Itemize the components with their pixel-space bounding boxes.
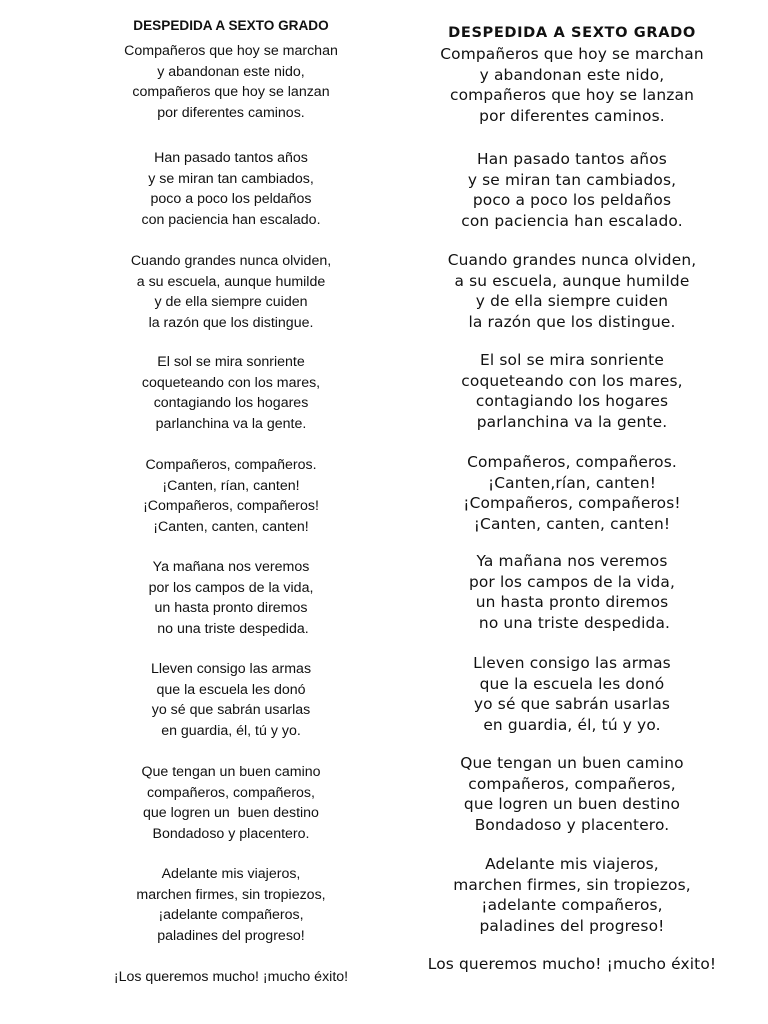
poem-line: Lleven consigo las armas (150, 661, 312, 677)
poem-line: que la escuela les donó (156, 681, 306, 698)
poem-line: contagiando los hogares (475, 392, 669, 411)
poem-line: ¡Canten, canten, canten! (153, 518, 309, 535)
poem-line: ¡Canten, rían, canten! (162, 477, 300, 494)
poem-line: a su escuela, aunque humilde (136, 273, 326, 290)
poem-line: Bondadoso y placentero. (152, 825, 310, 842)
poem-line: por diferentes caminos. (157, 104, 305, 121)
poem-line: un hasta pronto diremos (475, 593, 669, 612)
poem-line: parlanchina va la gente. (155, 415, 307, 432)
poem-line: paladines del progreso! (479, 916, 665, 935)
poem-line: que la escuela les donó (479, 674, 665, 693)
poem-line: con paciencia han escalado. (141, 211, 321, 228)
poem-line: y se miran tan cambiados, (467, 170, 677, 189)
poem-line: Cuando grandes nunca olviden, (130, 253, 332, 269)
poem-line: por los campos de la vida, (468, 572, 676, 591)
poem-line: Ya mañana nos veremos (476, 552, 668, 570)
poem-line: Que tengan un buen camino (460, 754, 684, 772)
poem-line: coqueteando con los mares, (141, 374, 321, 391)
poem-line: un hasta pronto diremos (154, 600, 308, 616)
poem-line: marchen firmes, sin tropiezos, (453, 875, 691, 894)
poem-line: no una triste despedida. (153, 620, 309, 637)
poem-line: compañeros, compañeros, (468, 774, 676, 793)
poem-line: que logren un buen destino (463, 795, 681, 814)
poem-line: ¡Canten, canten, canten! (473, 514, 671, 533)
poem-line: Han pasado tantos años (477, 150, 667, 168)
poem-title: DESPEDIDA A SEXTO GRADO (133, 18, 329, 33)
poem-line: ¡adelante compañeros, (158, 907, 304, 923)
poem-line: compañeros que hoy se lanzan (450, 86, 694, 105)
poem-line: ¡Compañeros, compañeros! (463, 494, 681, 513)
poem-line: compañeros, compañeros, (147, 784, 315, 801)
poem-line: por diferentes caminos. (479, 106, 665, 125)
poem-line: paladines del progreso! (157, 927, 305, 944)
poem-line: El sol se mira sonriente (480, 351, 664, 369)
poem-line: El sol se mira sonriente (157, 354, 305, 370)
poem-line: Ya mañana nos veremos (152, 559, 310, 575)
poem-line: la razón que los distingue. (148, 314, 314, 331)
poem-line: Compañeros, compañeros. (467, 453, 677, 471)
poem-line: ¡Los queremos mucho! ¡mucho éxito! (113, 969, 349, 985)
poem-line: con paciencia han escalado. (461, 211, 683, 230)
poem-line: poco a poco los peldaños (150, 191, 312, 207)
poem-line: ¡Compañeros, compañeros! (143, 498, 319, 514)
poem-line: y abandonan este nido, (157, 63, 305, 80)
poem-line: que logren un buen destino (143, 805, 319, 821)
poem-line: y de ella siempre cuiden (154, 294, 308, 310)
poem-line: y abandonan este nido, (479, 65, 665, 84)
poem-line: Cuando grandes nunca olviden, (447, 251, 697, 269)
poem-line: Que tengan un buen camino (141, 764, 321, 780)
poem-line: marchen firmes, sin tropiezos, (136, 886, 326, 903)
poem-title: DESPEDIDA A SEXTO GRADO (448, 24, 696, 41)
poem-line: parlanchina va la gente. (476, 412, 668, 431)
poem-line: no una triste despedida. (473, 613, 671, 632)
poem-line: yo sé que sabrán usarlas (473, 695, 671, 714)
poem-line: Compañeros que hoy se marchan (440, 45, 704, 63)
poem-line: en guardia, él, tú y yo. (483, 715, 661, 734)
poem-line: Adelante mis viajeros, (161, 866, 301, 882)
poem-line: Los queremos mucho! ¡mucho éxito! (427, 955, 717, 973)
poem-line: compañeros que hoy se lanzan (132, 84, 330, 100)
poem-line: y de ella siempre cuiden (475, 292, 669, 311)
poem-line: Bondadoso y placentero. (474, 815, 670, 834)
poem-line: Adelante mis viajeros, (485, 855, 659, 873)
poem-line: Compañeros, compañeros. (145, 457, 317, 473)
poem-line: la razón que los distingue. (468, 312, 676, 331)
poem-line: poco a poco los peldaños (472, 191, 672, 210)
poem-line: coqueteando con los mares, (461, 371, 683, 390)
poem-line: ¡Canten,rían, canten! (487, 473, 657, 492)
poem-line: Compañeros que hoy se marchan (124, 43, 338, 59)
poem-line: ¡adelante compañeros, (481, 896, 663, 915)
poem-line: en guardia, él, tú y yo. (161, 722, 301, 739)
poem-line: y se miran tan cambiados, (148, 170, 314, 187)
poem-line: por los campos de la vida, (148, 579, 314, 596)
poem-line: Lleven consigo las armas (473, 654, 671, 672)
poem-line: contagiando los hogares (153, 395, 309, 411)
poem-line: a su escuela, aunque humilde (454, 271, 690, 290)
poem-line: yo sé que sabrán usarlas (151, 702, 311, 718)
poem-line: Han pasado tantos años (154, 150, 308, 166)
